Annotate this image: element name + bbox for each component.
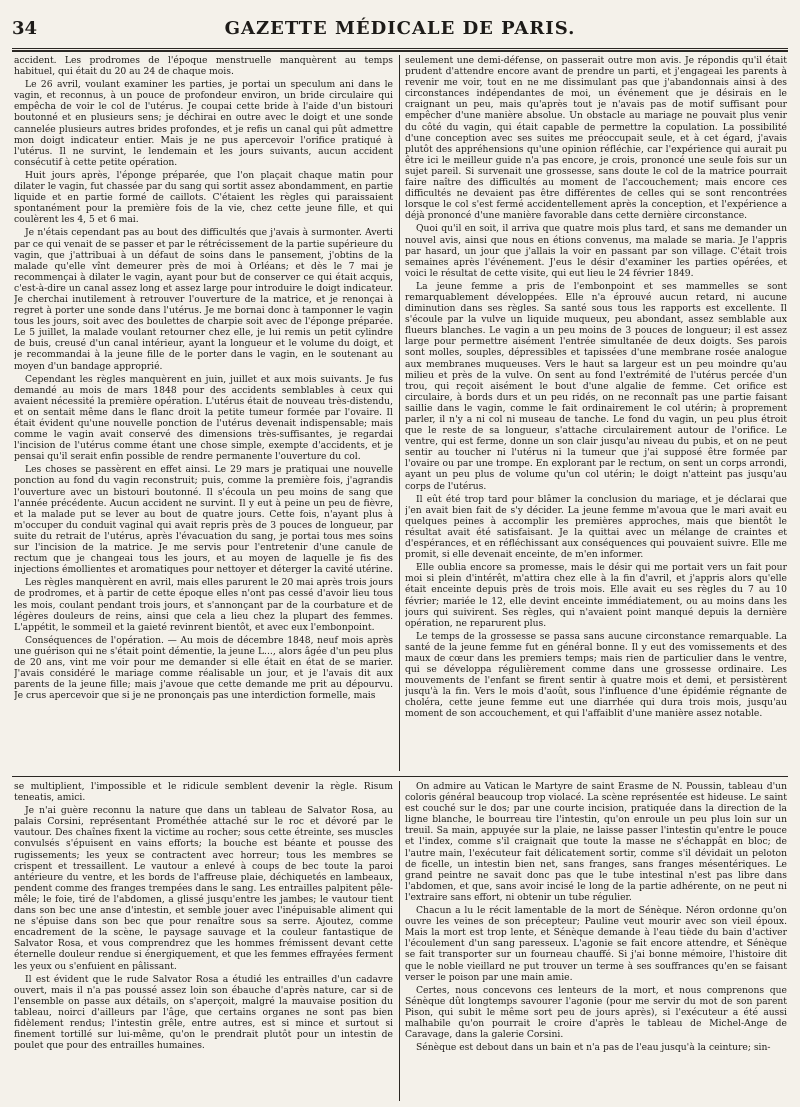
paragraph: Huit jours après, l'éponge préparée, que l'on plaçait chaque matin pour dilater le vagin, fut chassée par du sang qui sortit assez abondamment, en partie liquide et en partie formé de caillots. C'étaient les règles qui paraissaient spontanément pour la première fois de la vie, chez cette jeune fille, et qui coulèrent les 4, 5 et 6 mai. — [14, 169, 393, 226]
paragraph: Je n'étais cependant pas au bout des difficultés que j'avais à surmonter. Averti par ce qui venait de se passer et par le rétrécissement de la partie supérieure du vagin, que j'attribuai à un défaut de soins dans le pansement, j'obtins de la malade qu'elle vînt demeurer près de moi à Orléans; et dès le 7 mai je recommençai à dilater le vagin, ayant pour but de conserver ce qui était acquis, c'est-à-dire un canal assez long et assez large pour introduire le doigt indicateur. Je cherchai inutilement à retrouver l'ouverture de la matrice, et je renonçai à regret à porter une sonde dans l'utérus. Je me bornai donc à tamponner le vagin tous les jours, soit avec des boulettes de charpie soit avec de l'éponge préparée. Le 5 juillet, la malade voulant retourner chez elle, je lui remis un petit cylindre de buis, creusé d'un canal intérieur, ayant la longueur et le volume du doigt, et je recommandai à la jeune fille de le porter dans le vagin, en le soutenant au moyen d'un bandage approprié. — [14, 227, 393, 372]
column-divider — [399, 781, 400, 1101]
paragraph: Il eût été trop tard pour blâmer la conclusion du mariage, et je déclarai que j'en avait bien fait de s'y décider. La jeune femme m'avoua que le mari avait eu quelques peines à accomplir les premières approches, mais que bientôt le résultat avait été satisfaisant. Je la quittai avec un mélange de craintes et d'espérances, et en réfléchissant aux conséquences qui pouvaient suivre. Elle me promit, si elle devenait enceinte, de m'en informer. — [405, 493, 787, 561]
header-rule — [12, 48, 788, 49]
column-top-right — [405, 55, 787, 771]
paragraph: Je n'ai guère reconnu la nature que dans un tableau de Salvator Rosa, au palais Corsini, représentant Prométhée attaché sur le roc et dévoré par le vautour. Des chaînes fixent la victime au rocher; sous cette étreinte, ses muscles convulsés s'épuisent en vains efforts; la bouche est béante et pousse des rugissements; les yeux se contractent avec horreur; tous les membres se crispent et tressaillent. Le vautour a enlevé à coups de bec toute la paroi antérieure du ventre, et les bords de l'affreuse plaie, déchiquetés en lambeaux, pendent comme des franges trempées dans le sang. Les entrailles palpitent pêle-mêle; le foie, tiré de l'abdomen, a glissé jusqu'entre les jambes; le vautour tient dans son bec une anse d'intestin, et semble jouer avec l'inépuisable aliment qui ne s'épuise dans son bec que pour renaître sous sa serre. Ajoutez, comme encadrement de la scène, le paysage sauvage et la couleur fantastique de Salvator Rosa, et vous comprendrez que les hommes frémissent devant cette éternelle douleur rendue si énergiquement, et que les femmes effrayées ferment les yeux ou s'enfuient en pâlissant. — [14, 805, 393, 972]
paragraph: Les règles manquèrent en avril, mais elles parurent le 20 mai après trois jours de prodromes, et à partir de cette époque elles n'ont pas cessé d'avoir lieu tous les mois, coulant pendant trois jours, et s'annonçant par de la courbature et de légères douleurs de reins, ainsi que cela a lieu chez la plupart des femmes. L'appétit, le sommeil et la gaieté revinrent bientôt, et avec eux l'embonpoint. — [14, 577, 393, 633]
paragraph: Le temps de la grossesse se passa sans aucune circonstance remarquable. La santé de la jeune femme fut en général bonne. Il y eut des vomissements et des maux de cœur dans les premiers temps; mais rien de particulier dans le ventre, qui se développa régulièrement comme dans une grossesse ordinaire. Les mouvements de l'enfant se firent sentir à quatre mois et demi, et persistèrent jusqu'à la fin. Vers le mois d'août, sous l'influence d'une épidémie régnante de choléra, cette jeune femme eut une diarrhée qui dura trois mois, jusqu'au moment de son accouchement, et qui l'affaiblit d'une manière assez notable. — [405, 630, 787, 720]
paragraph: se multiplient, l'impossible et le ridicule semblent devenir la règle. Risum teneatis, amici. — [14, 781, 393, 804]
header-rule-thick — [12, 50, 788, 52]
column-divider — [399, 55, 400, 771]
paragraph: La jeune femme a pris de l'embonpoint et ses mammelles se sont remarquablement développées. Elle n'a éprouvé aucun retard, ni aucune diminution dans ses règles. Sa santé sous tous les rapports est excellente. Il s'écoule par la vulve un liquide muqueux, peu abondant, assez semblable aux flueurs blanches. Le vagin a un peu moins de 3 pouces de longueur; il est assez large pour permettre aisément l'entrée simultanée de deux doigts. Ses parois sont molles, souples, dépressibles et tapissées d'une membrane rosée analogue aux membranes muqueuses. Vers le haut sa largeur est un peu moindre qu'au milieu et près de la vulve. On sent au fond l'extrémité de l'utérus percée d'un trou, qui reçoit aisément le bout d'une algalie de femme. Cet orifice est circulaire, à bords durs et un peu ridés, on ne reconnaît pas une partie faisant saillie dans le vagin, comme le fait ordinairement le col utérin; à proprement parler, il n'y a ni col ni museau de tanche. Le fond du vagin, un peu plus étroit que le reste de sa longueur, s'attache circulairement autour de l'orifice. Le ventre, qui est ferme, donne un son clair jusqu'au niveau du pubis, et on ne peut sentir au toucher ni l'utérus ni la tumeur que j'ai supposé être formée par l'ovaire ou par une trompe. En explorant par le rectum, on sent un corps arrondi, ayant un peu plus de volume qu'un col utérin; le doigt n'atteint pas jusqu'au corps de l'utérus. — [405, 280, 787, 492]
column-bottom-right — [405, 781, 787, 1101]
paragraph: Cependant les règles manquèrent en juin, juillet et aux mois suivants. Je fus demandé au mois de mars 1848 pour des accidents semblables à ceux qui avaient nécessité la première opération. L'utérus était de nouveau très-distendu, et on sentait même dans le flanc droit la petite tumeur formée par l'ovaire. Il était évident qu'une nouvelle ponction de l'utérus devenait indispensable; mais comme le vagin avait conservé des dimensions très-suffisantes, je regardai l'incision de l'utérus comme étant une chose simple, exempte d'accidents, et je pensai qu'il serait enfin possible de rendre permanente l'ouverture du col. — [14, 373, 393, 463]
paragraph: Quoi qu'il en soit, il arriva que quatre mois plus tard, et sans me demander un nouvel avis, ainsi que nous en étions convenus, ma malade se maria. Je l'appris par hasard, un jour que j'allais la voir en passant par son village. C'était trois semaines après l'événement. J'eus le désir d'examiner les parties opérées, et voici le résultat de cette visite, qui eut lieu le 24 février 1849. — [405, 223, 787, 279]
section-rule — [12, 776, 788, 777]
paragraph: Le 26 avril, voulant examiner les parties, je portai un speculum ani dans le vagin, et reconnus, à un pouce de profondeur environ, un bride circulaire qui empêcha de voir le col de l'utérus. Je coupai cette bride à l'aide d'un bistouri boutonné et en plusieurs sens; je déchirai en outre avec le doigt et une sonde cannelée plusieurs autres brides profondes, et je refis un canal qui pût admettre mon doigt indicateur entier. Mais je ne pus apercevoir l'orifice pratiqué à l'utérus. Il ne survint, le lendemain et les jours suivants, aucun accident consécutif à cette petite opération. — [14, 79, 393, 168]
journal-title: GAZETTE MÉDICALE DE PARIS. — [224, 18, 576, 39]
paragraph: Chacun a lu le récit lamentable de la mort de Sénèque. Néron ordonne qu'on ouvre les veines de son précepteur; Pauline veut mourir avec son vieil époux. Mais la mort est trop lente, et Sénèque demande à l'eau tiède du bain d'activer l'écoulement d'un sang paresseux. L'agonie se fait encore attendre, et Sénèque se fait transporter sur un fourneau chauffé. Si j'ai bonne mémoire, l'histoire dit que le noble vieillard ne put trouver un terme à ses souffrances qu'en se faisant verser le poison par une main amie. — [405, 905, 787, 983]
paragraph: Les choses se passèrent en effet ainsi. Le 29 mars je pratiquai une nouvelle ponction au fond du vagin reconstruit; puis, comme la première fois, j'agrandis l'ouverture avec un bistouri boutonné. Il s'écoula un peu moins de sang que l'année précédente. Aucun accident ne survint. Il y eut à peine un peu de fièvre, et la malade put se lever au bout de quatre jours. Cette fois, n'ayant plus à m'occuper du conduit vaginal qui avait repris près de 3 pouces de longueur, par suite du retrait de l'utérus, après l'évacuation du sang, je portai tous mes soins sur l'incision de la matrice. Je me servis pour l'entretenir d'une canule de rectum que je changeai tous les jours, et au moyen de laquelle je fis des injections émollientes et aromatiques pour nettoyer et déterger la cavité utérine. — [14, 464, 393, 576]
paragraph: seulement une demi-défense, on passerait outre mon avis. Je répondis qu'il était prudent d'attendre encore avant de prendre un parti, et j'engageai les parents à revenir me voir, tout en ne me dissimulant pas que j'abandonnais ainsi à des circonstances indépendantes de moi, un événement que je désirais en le craignant un peu, mais qu'après tout je n'avais pas de motif suffisant pour empêcher d'une manière absolue. Un obstacle au mariage ne pouvait plus venir du côté du vagin, qui était capable de permettre la copulation. La possibilité d'une conception avec ses suites me préoccupait seule, et à cet égard, j'avais plutôt des appréhensions qu'une opinion réfléchie, car l'expérience qui aurait pu être ici le meilleur guide n'a pas encore, je crois, prononcé une seule fois sur un sujet pareil. Si survenait une grossesse, sans doute le col de la matrice pourrait faire naître des difficultés au moment de l'accouchement; mais encore ces difficultés ne devaient pas être différentes de celles qui se sont rencontrées lorsque le col s'est fermé accidentellement après la conception, et l'expérience a déjà prononcé d'une manière favorable dans cette dernière circonstance. — [405, 55, 787, 222]
paragraph: Certes, nous concevons ces lenteurs de la mort, et nous comprenons que Sénèque dût longtemps savourer l'agonie (pour me servir du mot de son parent Pison, qui subit le même sort peu de jours après), si l'exécuteur a été aussi malhabile qu'on pourrait le croire d'après le tableau de Michel-Ange de Caravage, dans la galerie Corsini. — [405, 984, 787, 1041]
paragraph: accident. Les prodromes de l'époque menstruelle manquèrent au temps habituel, qui était du 20 au 24 de chaque mois. — [14, 55, 393, 78]
page-number: 34 — [12, 18, 38, 39]
paragraph: Il est évident que le rude Salvator Rosa a étudié les entrailles d'un cadavre ouvert, mais il n'a pas poussé assez loin son ébauche d'après nature, car si de l'ensemble on passe aux détails, on s'aperçoit, malgré la mauvaise position du tableau, noirci d'ailleurs par l'âge, que certains organes ne sont pas bien fidèlement rendus; l'intestin grêle, entre autres, est si mince et surtout si finement tortillé sur lui-même, qu'on le prendrait plutôt pour un intestin de poulet que pour des entrailles humaines. — [14, 973, 393, 1052]
paragraph: Elle oublia encore sa promesse, mais le désir qui me portait vers un fait pour moi si plein d'intérêt, m'attira chez elle à la fin d'avril, et j'appris alors qu'elle était enceinte depuis près de trois mois. Elle avait eu ses règles du 7 au 10 février; mariée le 12, elle devint enceinte immédiatement, ou au moins dans les jours qui suivirent. Ses règles, qui n'avaient point manqué depuis la dernière opération, ne reparurent plus. — [405, 562, 787, 629]
paragraph: Sénèque est debout dans un bain et n'a pas de l'eau jusqu'à la ceinture; sin- — [416, 1042, 771, 1054]
paragraph: On admire au Vatican le Martyre de saint Érasme de N. Poussin, tableau d'un coloris général beaucoup trop violacé. La scène représentée est hideuse. Le saint est couché sur le dos; par une courte incision, pratiquée dans la direction de la ligne blanche, le bourreau tire l'intestin, qu'on enroule un peu plus loin sur un treuil. Sa main, appuyée sur la plaie, ne laisse passer l'intestin qu'entre le pouce et l'index, comme s'il craignait que toute la masse ne s'échappât en bloc; de l'autre main, l'exécuteur fait délicatement sortir, comme s'il dévidait un peloton de ficelle, un intestin bien net, sans franges, sans franges mésentériques. Le grand peintre ne savait donc pas que le tube intestinal n'est pas libre dans l'abdomen, et que, sans avoir incisé le long de la partie adhérente, on ne peut ni l'extraire sans effort, ni obtenir un tube régulier. — [405, 781, 787, 903]
column-top-left — [14, 55, 393, 771]
paragraph: Conséquences de l'opération. — Au mois de décembre 1848, neuf mois après une guérison qui ne s'était point démentie, la jeune L..., alors âgée d'un peu plus de 20 ans, vint me voir pour me demander si elle était en état de se marier. J'avais considéré le mariage comme réalisable un jour, et je l'avais dit aux parents de la jeune fille; mais j'avoue que cette demande me prit au dépourvu. Je crus apercevoir que si je ne prononçais pas une interdiction formelle, mais — [14, 634, 393, 702]
column-bottom-left — [14, 781, 393, 1101]
page-header — [12, 18, 788, 44]
